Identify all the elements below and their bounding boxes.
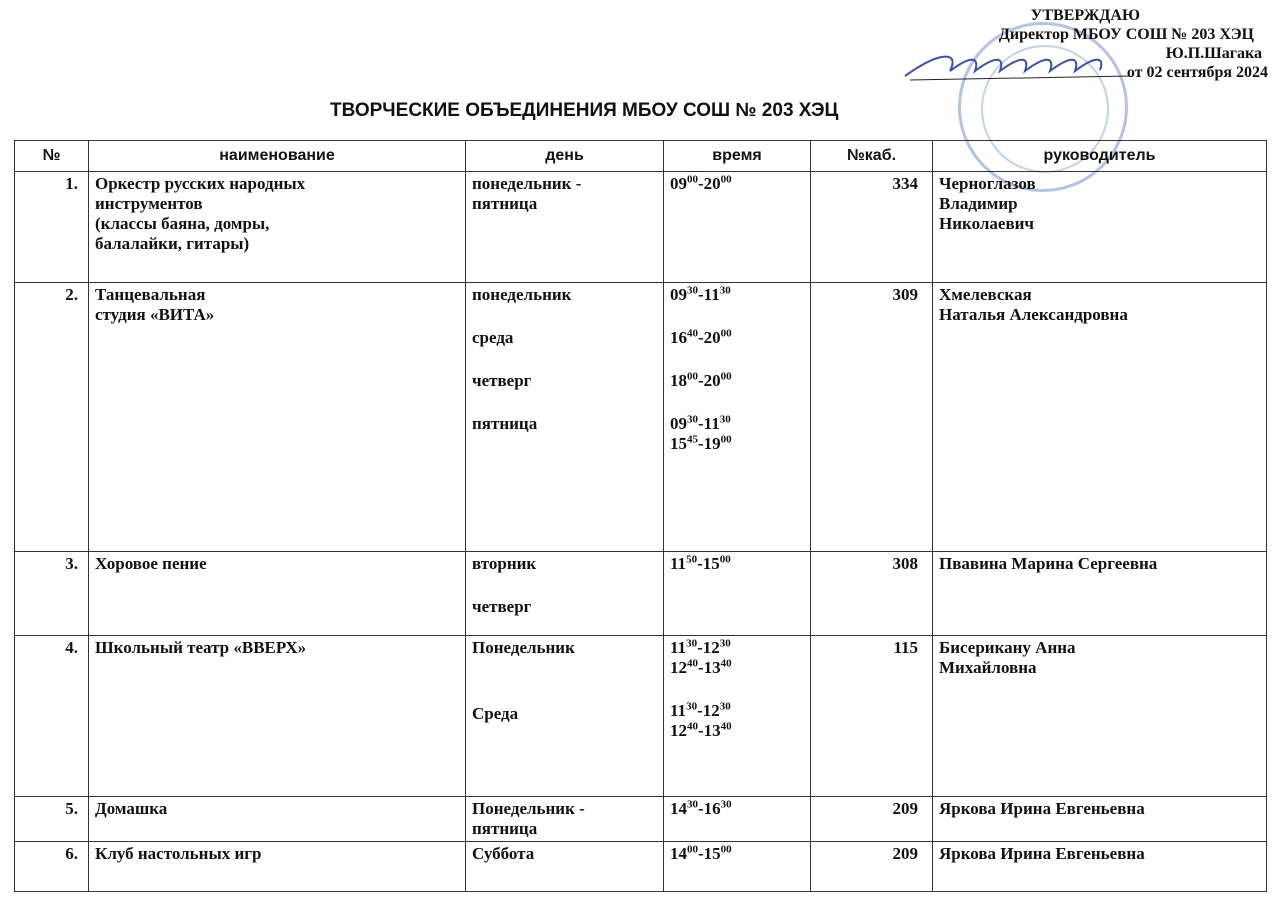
cell-line: пятница [472, 414, 538, 433]
time-cell [664, 283, 811, 552]
leader-name [933, 797, 1267, 842]
cell-line: Бисерикану Анна [939, 638, 1076, 657]
cell-line: Танцевальная [95, 285, 206, 304]
spacer [670, 305, 804, 328]
end-minutes: 00 [720, 327, 732, 340]
end-hour: 15 [703, 844, 721, 863]
start-hour: 12 [670, 658, 687, 677]
header-room: №каб. [811, 141, 933, 172]
spacer [472, 681, 657, 704]
page-title: ТВОРЧЕСКИЕ ОБЪЕДИНЕНИЯ МБОУ СОШ № 203 ХЭЦ [330, 100, 839, 121]
time-cell [664, 797, 811, 842]
end-hour: 11 [703, 285, 720, 304]
approval-block [999, 6, 1268, 82]
cell-line: четверг [472, 371, 532, 390]
end-hour: 20 [703, 371, 721, 390]
end-minutes: 30 [720, 798, 732, 811]
start-minutes: 40 [687, 657, 698, 670]
cell-line: (классы баяна, домры, [95, 214, 270, 233]
cell-line: инструментов [95, 194, 203, 213]
day-cell [466, 283, 664, 552]
header-day: день [466, 141, 664, 172]
time-range: $11^{30}-12^{30}$ [670, 637, 731, 657]
end-minutes: 00 [719, 553, 731, 566]
room-number: 209 [811, 797, 933, 842]
spacer [472, 574, 657, 597]
cell-line: Яркова Ирина Евгеньевна [939, 799, 1145, 818]
end-hour: 13 [703, 721, 721, 740]
spacer [670, 678, 804, 701]
table-row [15, 797, 1267, 842]
end-minutes: 00 [720, 433, 732, 446]
cell-line: студия «ВИТА» [95, 305, 215, 324]
day-cell [466, 552, 664, 636]
time-cell [664, 636, 811, 797]
time-range: $18^{00}-20^{00}$ [670, 370, 732, 390]
approval-date: от 02 сентября 2024 [1126, 64, 1268, 81]
end-minutes: 00 [720, 843, 732, 856]
time-range: $15^{45}-19^{00}$ [670, 433, 732, 453]
cell-line: Школьный театр «ВВЕРХ» [95, 638, 307, 657]
approval-position: Директор МБОУ СОШ № 203 ХЭЦ [998, 26, 1254, 43]
end-hour: 11 [703, 414, 720, 433]
start-minutes: 50 [686, 553, 698, 566]
spacer [472, 391, 657, 414]
leader-name [933, 636, 1267, 797]
end-hour: 12 [702, 638, 720, 657]
cell-line: понедельник [472, 285, 572, 304]
activity-name [89, 172, 466, 283]
activity-name [89, 283, 466, 552]
start-minutes: 00 [687, 370, 698, 383]
cell-line: Оркестр русских народных [95, 174, 306, 193]
end-hour: 20 [703, 174, 721, 193]
cell-line: Наталья Александровна [939, 305, 1128, 324]
table-row [15, 842, 1267, 892]
start-hour: 09 [670, 174, 687, 193]
start-hour: 11 [670, 638, 687, 657]
time-range: $12^{40}-13^{40}$ [670, 720, 732, 740]
start-hour: 11 [670, 701, 687, 720]
time-range: $11^{30}-12^{30}$ [670, 700, 731, 720]
end-hour: 15 [702, 554, 720, 573]
start-minutes: 30 [687, 798, 698, 811]
cell-line: Хоровое пение [95, 554, 207, 573]
end-hour: 20 [703, 328, 721, 347]
header-name: наименование [89, 141, 466, 172]
start-hour: 18 [670, 371, 687, 390]
end-minutes: 30 [719, 413, 731, 426]
approval-name: Ю.П.Шагака [1165, 45, 1262, 62]
spacer [472, 658, 657, 681]
end-minutes: 30 [719, 284, 731, 297]
room-number: 115 [811, 636, 933, 797]
start-minutes: 30 [686, 637, 698, 650]
cell-line: Суббота [472, 844, 535, 863]
cell-line: Клуб настольных игр [95, 844, 262, 863]
table-row [15, 636, 1267, 797]
cell-line: Николаевич [939, 214, 1035, 233]
start-minutes: 45 [687, 433, 698, 446]
end-minutes: 00 [720, 173, 732, 186]
schedule-table [14, 140, 1267, 892]
leader-name [933, 842, 1267, 892]
time-cell [664, 552, 811, 636]
cell-line: среда [472, 328, 514, 347]
table-header-row [15, 141, 1267, 172]
room-number: 308 [811, 552, 933, 636]
start-minutes: 30 [686, 700, 698, 713]
start-minutes: 40 [687, 720, 698, 733]
time-range: $09^{00}-20^{00}$ [670, 173, 732, 193]
cell-line: Пвавина Марина Сергеевна [939, 554, 1158, 573]
cell-line: пятница [472, 194, 538, 213]
start-minutes: 00 [687, 843, 698, 856]
header-leader: руководитель [933, 141, 1267, 172]
start-hour: 09 [670, 285, 687, 304]
row-number: 4. [15, 636, 89, 797]
start-hour: 14 [670, 799, 687, 818]
spacer [670, 348, 804, 371]
spacer [472, 348, 657, 371]
leader-name [933, 552, 1267, 636]
row-number: 6. [15, 842, 89, 892]
start-hour: 16 [670, 328, 687, 347]
start-minutes: 30 [687, 284, 698, 297]
time-range: $09^{30}-11^{30}$ [670, 284, 731, 304]
end-minutes: 30 [719, 700, 731, 713]
start-hour: 12 [670, 721, 687, 740]
end-minutes: 30 [719, 637, 731, 650]
time-range: $14^{00}-15^{00}$ [670, 843, 732, 863]
cell-line: Понедельник - [472, 799, 585, 818]
table-row [15, 283, 1267, 552]
end-hour: 19 [703, 434, 721, 453]
time-range: $09^{30}-11^{30}$ [670, 413, 731, 433]
start-hour: 09 [670, 414, 687, 433]
end-minutes: 00 [720, 370, 732, 383]
end-minutes: 40 [720, 720, 732, 733]
cell-line: Яркова Ирина Евгеньевна [939, 844, 1145, 863]
cell-line: Михайловна [939, 658, 1037, 677]
time-cell [664, 842, 811, 892]
time-range: $14^{30}-16^{30}$ [670, 798, 732, 818]
time-range: $12^{40}-13^{40}$ [670, 657, 732, 677]
cell-line: Домашка [95, 799, 168, 818]
end-hour: 16 [703, 799, 721, 818]
start-minutes: 40 [687, 327, 698, 340]
start-hour: 14 [670, 844, 687, 863]
row-number: 5. [15, 797, 89, 842]
cell-line: Владимир [939, 194, 1018, 213]
spacer [670, 391, 804, 414]
start-minutes: 00 [687, 173, 698, 186]
cell-line: пятница [472, 819, 538, 838]
row-number: 2. [15, 283, 89, 552]
activity-name [89, 842, 466, 892]
room-number: 209 [811, 842, 933, 892]
day-cell [466, 797, 664, 842]
end-minutes: 40 [720, 657, 732, 670]
end-hour: 12 [702, 701, 720, 720]
leader-name [933, 283, 1267, 552]
spacer [472, 305, 657, 328]
end-hour: 13 [703, 658, 721, 677]
cell-line: вторник [472, 554, 537, 573]
activity-name [89, 797, 466, 842]
day-cell [466, 172, 664, 283]
row-number: 3. [15, 552, 89, 636]
cell-line: балалайки, гитары) [95, 234, 250, 253]
cell-line: Черноглазов [939, 174, 1036, 193]
room-number: 334 [811, 172, 933, 283]
time-range: $16^{40}-20^{00}$ [670, 327, 732, 347]
table-row [15, 172, 1267, 283]
activity-name [89, 636, 466, 797]
cell-line: Хмелевская [939, 285, 1032, 304]
header-num: № [15, 141, 89, 172]
day-cell [466, 842, 664, 892]
table-row [15, 552, 1267, 636]
activity-name [89, 552, 466, 636]
start-hour: 11 [670, 554, 687, 573]
cell-line: четверг [472, 597, 532, 616]
cell-line: Среда [472, 704, 519, 723]
day-cell [466, 636, 664, 797]
header-time: время [664, 141, 811, 172]
room-number: 309 [811, 283, 933, 552]
leader-name [933, 172, 1267, 283]
cell-line: Понедельник [472, 638, 575, 657]
start-minutes: 30 [687, 413, 698, 426]
time-range: $11^{50}-15^{00}$ [670, 553, 731, 573]
start-hour: 15 [670, 434, 687, 453]
time-cell [664, 172, 811, 283]
row-number: 1. [15, 172, 89, 283]
cell-line: понедельник - [472, 174, 582, 193]
approval-heading: УТВЕРЖДАЮ [1030, 7, 1140, 24]
